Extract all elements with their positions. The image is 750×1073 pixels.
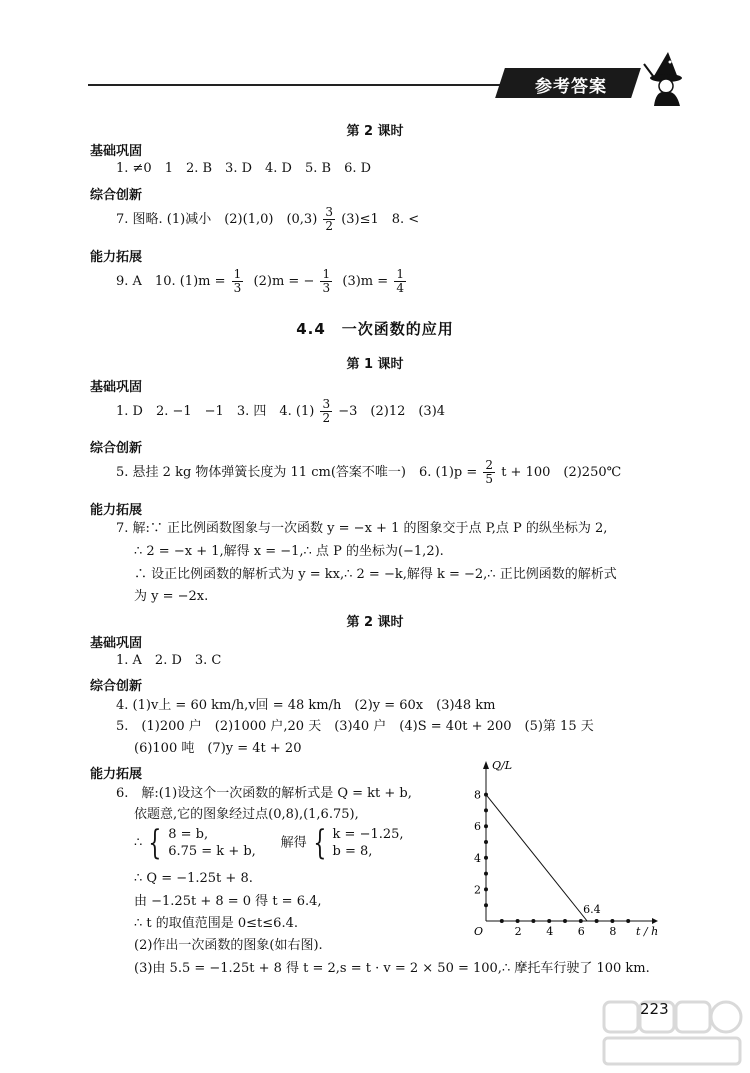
section-title: 综合创新 bbox=[90, 679, 143, 694]
function-graph bbox=[460, 755, 660, 945]
answer-line: 1. ≠0 1 2. B 3. D 4. D 5. B 6. D bbox=[116, 161, 372, 176]
y-axis-label: Q/L bbox=[492, 759, 513, 772]
section-title: 基础巩固 bbox=[90, 636, 143, 651]
answer-line: 6. 解:(1)设这个一次函数的解析式是 Q = kt + b, bbox=[116, 786, 412, 801]
y-grid-dot bbox=[484, 824, 488, 828]
answer-line: 9. A 10. (1)m = $\frac{1}{3}$ (2)m = − $\frac{1}{3}$ (3)m = $\frac{1}{4}$ bbox=[116, 267, 404, 295]
section-title: 能力拓展 bbox=[90, 767, 143, 782]
x-grid-dot bbox=[626, 919, 630, 923]
answer-line: ∴ 2 = −x + 1,解得 x = −1,∴ 点 P 的坐标为(−1,2). bbox=[134, 544, 444, 559]
y-grid-dot bbox=[484, 840, 488, 844]
answer-line: 由 −1.25t + 8 = 0 得 t = 6.4, bbox=[134, 894, 322, 909]
section-title: 基础巩固 bbox=[90, 144, 143, 159]
x-grid-dot bbox=[516, 919, 520, 923]
equation-system: ∴ { 8 = b, 6.75 = k + b, 解得 { k = −1.25, b = 8, bbox=[134, 823, 404, 863]
watermark-logo bbox=[600, 998, 745, 1068]
y-grid-dot bbox=[484, 872, 488, 876]
lesson-title: 第 1 课时 bbox=[346, 357, 404, 372]
series-line bbox=[486, 795, 587, 921]
y-tick-label: 6 bbox=[474, 820, 481, 834]
x-grid-dot bbox=[547, 919, 551, 923]
x-tick-label: 4 bbox=[546, 925, 554, 938]
x-grid-dot bbox=[579, 919, 583, 923]
x-tick-label: 2 bbox=[514, 925, 522, 938]
lesson-title: 第 2 课时 bbox=[346, 124, 404, 139]
wizard-icon bbox=[640, 50, 690, 106]
y-grid-dot bbox=[484, 808, 488, 812]
answer-line: 5. (1)200 户 (2)1000 户,20 天 (3)40 户 (4)S = 40t + 200 (5)第 15 天 bbox=[116, 719, 594, 734]
section-title: 综合创新 bbox=[90, 188, 143, 203]
x-tick-label: 8 bbox=[609, 925, 617, 938]
answer-line: 为 y = −2x. bbox=[134, 589, 209, 604]
y-axis-arrow bbox=[483, 761, 489, 769]
section-title: 基础巩固 bbox=[90, 380, 143, 395]
section-title: 综合创新 bbox=[90, 441, 143, 456]
answer-line: 1. D 2. −1 −1 3. 四 4. (1) $\frac{3}{2}$ −3 (2)12 (3)4 bbox=[116, 397, 446, 425]
answer-line: 7. 解:∵ 正比例函数图象与一次函数 y = −x + 1 的图象交于点 P,点 P 的纵坐标为 2, bbox=[116, 521, 608, 536]
intercept-label: 6.4 bbox=[583, 903, 601, 916]
origin-label: O bbox=[474, 925, 484, 938]
y-grid-dot bbox=[484, 903, 488, 907]
answer-line: (3)由 5.5 = −1.25t + 8 得 t = 2,s = t · v = 2 × 50 = 100,∴ 摩托车行驶了 100 km. bbox=[134, 961, 650, 976]
answer-line: (2)作出一次函数的图象(如右图). bbox=[134, 938, 323, 953]
x-grid-dot bbox=[500, 919, 504, 923]
page-number: 223 bbox=[640, 1000, 669, 1018]
section-title: 能力拓展 bbox=[90, 503, 143, 518]
x-grid-dot bbox=[531, 919, 535, 923]
x-grid-dot bbox=[610, 919, 614, 923]
answer-line: 依题意,它的图象经过点(0,8),(1,6.75), bbox=[134, 807, 359, 822]
header-rule bbox=[88, 84, 508, 86]
answer-line: 7. 图略. (1)减小 (2)(1,0) (0,3) $\frac{3}{2}$ (3)≤1 8. < bbox=[116, 205, 420, 233]
header-banner-text: 参考答案 bbox=[535, 77, 607, 97]
fraction: $\frac{3}{2}$ bbox=[325, 205, 334, 233]
answer-line: ∴ 设正比例函数的解析式为 y = kx,∴ 2 = −k,解得 k = −2,∴ 正比例函数的解析式 bbox=[134, 567, 617, 582]
x-axis-arrow bbox=[652, 918, 658, 924]
answer-line: 5. 悬挂 2 kg 物体弹簧长度为 11 cm(答案不唯一) 6. (1)p = $\frac{2}{5}$ t + 100 (2)250℃ bbox=[116, 458, 622, 486]
answer-line: (6)100 吨 (7)y = 4t + 20 bbox=[134, 741, 302, 756]
x-grid-dot bbox=[563, 919, 567, 923]
x-axis-label: t / h bbox=[636, 925, 659, 938]
chapter-title: 4.4 一次函数的应用 bbox=[296, 320, 454, 338]
y-grid-dot bbox=[484, 856, 488, 860]
answer-line: ∴ Q = −1.25t + 8. bbox=[134, 871, 253, 886]
x-grid-dot bbox=[595, 919, 599, 923]
answer-line: ∴ t 的取值范围是 0≤t≤6.4. bbox=[134, 916, 298, 931]
y-tick-label: 4 bbox=[474, 851, 481, 865]
lesson-title: 第 2 课时 bbox=[346, 615, 404, 630]
x-tick-label: 6 bbox=[577, 925, 585, 938]
y-tick-label: 8 bbox=[474, 788, 481, 802]
answer-line: 1. A 2. D 3. C bbox=[116, 653, 222, 668]
answer-line: 4. (1)v上 = 60 km/h,v回 = 48 km/h (2)y = 60x (3)48 km bbox=[116, 698, 496, 713]
y-grid-dot bbox=[484, 887, 488, 891]
section-title: 能力拓展 bbox=[90, 250, 143, 265]
y-tick-label: 2 bbox=[474, 883, 481, 897]
